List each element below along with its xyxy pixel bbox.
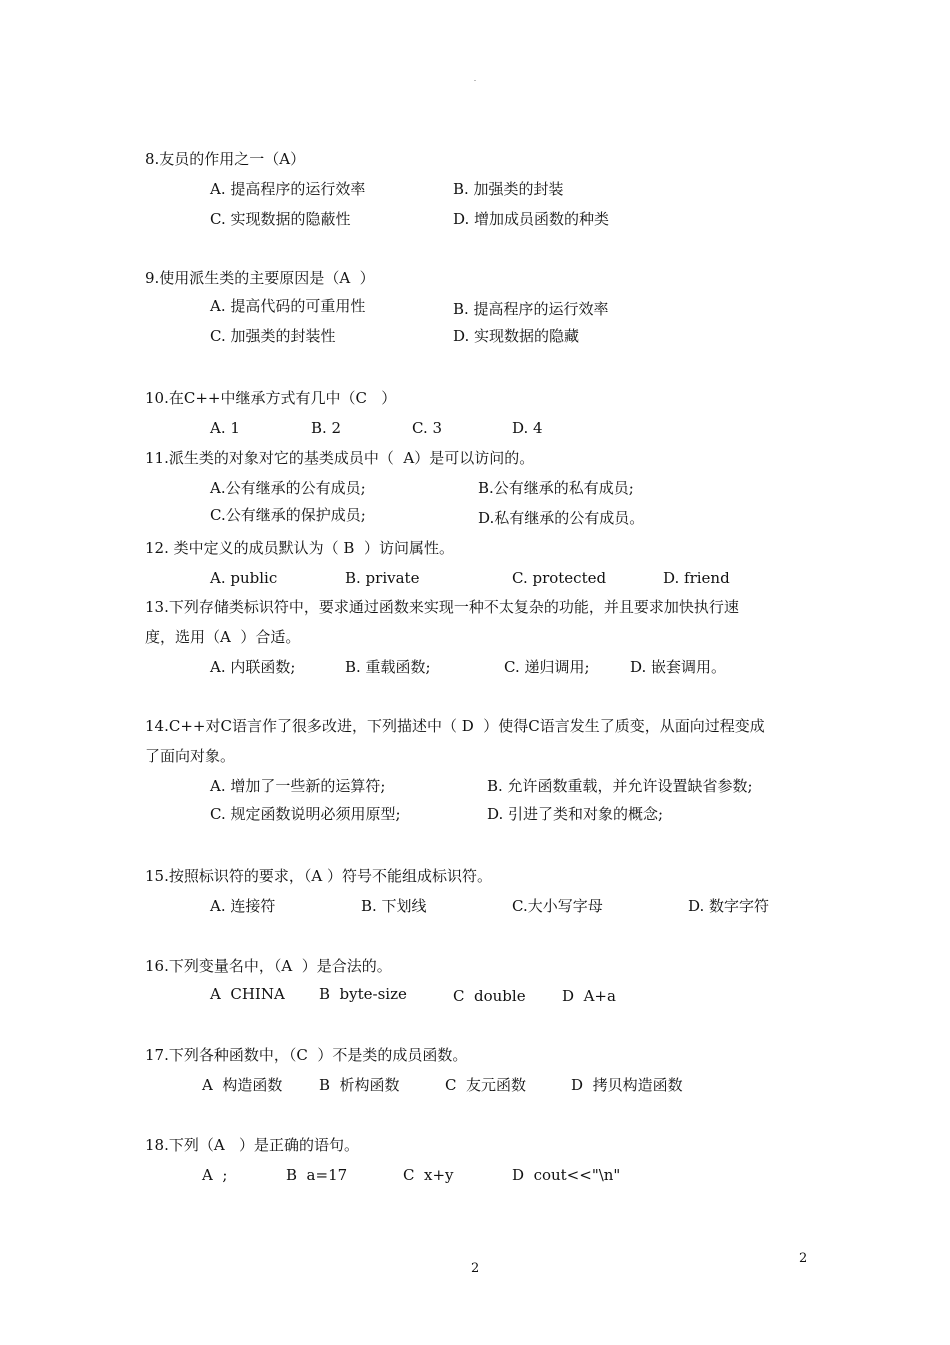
question-15-option-a: A. 连接符: [210, 897, 276, 915]
question-8-option-c: C. 实现数据的隐蔽性: [210, 210, 351, 228]
question-10-option-b: B. 2: [311, 419, 342, 437]
question-9-option-c: C. 加强类的封装性: [210, 327, 336, 345]
question-13-option-a: A. 内联函数;: [210, 658, 296, 676]
question-12-option-d: D. friend: [663, 569, 730, 587]
question-13-option-c: C. 递归调用;: [504, 658, 590, 676]
question-10-option-d: D. 4: [512, 419, 543, 437]
question-18-option-c: C x+y: [403, 1166, 454, 1184]
question-8-stem: 8.友员的作用之一（A）: [145, 150, 306, 168]
question-10-option-c: C. 3: [412, 419, 443, 437]
question-14-stem-line-1: 14.C++对C语言作了很多改进，下列描述中（ D ）使得C语言发生了质变，从面向过程变成: [145, 717, 765, 735]
question-9-option-b: B. 提高程序的运行效率: [453, 300, 609, 318]
question-17-option-a: A 构造函数: [202, 1076, 283, 1094]
question-17-option-d: D 拷贝构造函数: [571, 1076, 683, 1094]
question-16-option-b: B byte-size: [319, 985, 407, 1003]
question-16-option-c: C double: [453, 987, 526, 1005]
question-10-stem: 10.在C++中继承方式有几中（C ）: [145, 389, 397, 407]
question-12-stem: 12. 类中定义的成员默认为（ B ）访问属性。: [145, 539, 454, 557]
question-15-option-d: D. 数字字符: [688, 897, 770, 915]
question-14-option-b: B. 允许函数重载，并允许设置缺省参数;: [487, 777, 753, 795]
question-11-option-b: B.公有继承的私有成员;: [478, 479, 634, 497]
question-16-stem: 16.下列变量名中，（A ）是合法的。: [145, 957, 392, 975]
question-15-option-b: B. 下划线: [361, 897, 427, 915]
question-13-option-b: B. 重载函数;: [345, 658, 431, 676]
question-18-option-a: A ;: [202, 1166, 228, 1184]
question-15-stem: 15.按照标识符的要求，（A ）符号不能组成标识符。: [145, 867, 492, 885]
question-9-option-a: A. 提高代码的可重用性: [210, 297, 366, 315]
question-17-option-c: C 友元函数: [445, 1076, 527, 1094]
question-9-option-d: D. 实现数据的隐藏: [453, 327, 580, 345]
question-8-option-d: D. 增加成员函数的种类: [453, 210, 610, 228]
question-14-option-d: D. 引进了类和对象的概念;: [487, 805, 664, 823]
question-14-option-a: A. 增加了一些新的运算符;: [210, 777, 386, 795]
question-12-option-c: C. protected: [512, 569, 607, 587]
page-number-right: 2: [799, 1251, 808, 1266]
question-12-option-b: B. private: [345, 569, 420, 587]
question-16-option-d: D A+a: [562, 987, 616, 1005]
question-11-option-a: A.公有继承的公有成员;: [210, 479, 366, 497]
question-17-stem: 17.下列各种函数中，（C ）不是类的成员函数。: [145, 1046, 468, 1064]
header-mark: [474, 80, 476, 81]
question-14-stem-line-2: 了面向对象。: [145, 747, 236, 765]
question-16-option-a: A CHINA: [210, 985, 285, 1003]
question-18-stem: 18.下列（A ）是正确的语句。: [145, 1136, 359, 1154]
question-11-option-d: D.私有继承的公有成员。: [478, 509, 645, 527]
question-15-option-c: C.大小写字母: [512, 897, 603, 915]
question-11-stem: 11.派生类的对象对它的基类成员中（ A）是可以访问的。: [145, 449, 535, 467]
question-9-stem: 9.使用派生类的主要原因是（A ）: [145, 269, 375, 287]
question-18-option-b: B a=17: [286, 1166, 348, 1184]
question-11-option-c: C.公有继承的保护成员;: [210, 506, 366, 524]
question-17-option-b: B 析构函数: [319, 1076, 400, 1094]
question-10-option-a: A. 1: [210, 419, 240, 437]
question-18-option-d: D cout<<"\n": [512, 1166, 621, 1184]
question-13-stem-line-2: 度，选用（A ）合适。: [145, 628, 301, 646]
question-13-stem-line-1: 13.下列存储类标识符中，要求通过函数来实现一种不太复杂的功能，并且要求加快执行速: [145, 598, 739, 616]
page-number-center: 2: [471, 1261, 480, 1276]
question-8-option-a: A. 提高程序的运行效率: [210, 180, 366, 198]
question-12-option-a: A. public: [210, 569, 278, 587]
question-13-option-d: D. 嵌套调用。: [630, 658, 727, 676]
question-8-option-b: B. 加强类的封装: [453, 180, 564, 198]
question-14-option-c: C. 规定函数说明必须用原型;: [210, 805, 401, 823]
